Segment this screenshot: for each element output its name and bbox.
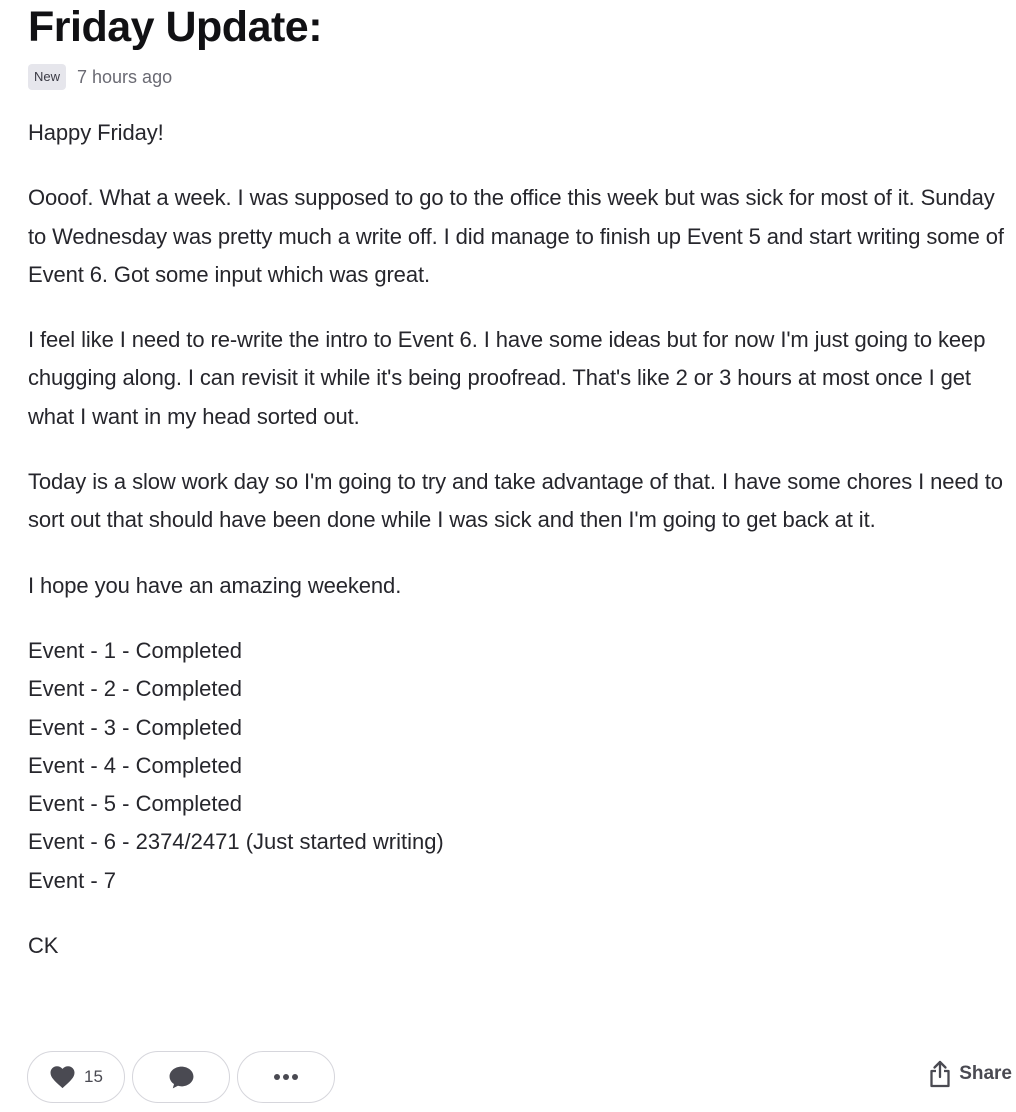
post-content [28, 114, 1008, 965]
comment-icon [168, 1065, 195, 1090]
paragraph: Today is a slow work day so I'm going to try and take advantage of that. I have some chores I need to sort out that should have been done while I was sick and then I'm going to get back at it. [28, 469, 1003, 533]
paragraph-greeting: Happy Friday! [28, 120, 164, 145]
new-badge: New [28, 64, 66, 90]
event-item: Event - 2 - Completed [28, 676, 242, 702]
post-meta [28, 64, 1008, 90]
more-icon [273, 1073, 299, 1081]
signature: CK [28, 933, 59, 959]
post-title: Friday Update: [28, 3, 323, 51]
share-icon [929, 1060, 951, 1088]
event-item: Event - 7 [28, 867, 117, 893]
like-count: 15 [84, 1067, 103, 1086]
more-button[interactable] [237, 1051, 335, 1103]
event-item: Event - 4 - Completed [28, 752, 242, 778]
share-button[interactable] [929, 1060, 1012, 1088]
event-item: Event - 3 - Completed [28, 714, 242, 740]
post [28, 0, 1008, 992]
post-timestamp: 7 hours ago [77, 66, 173, 87]
post-actions [27, 1051, 335, 1103]
comment-button[interactable] [132, 1051, 230, 1103]
event-item: Event - 5 - Completed [28, 791, 242, 817]
event-list [28, 632, 1008, 900]
paragraph: I feel like I need to re-write the intro to Event 6. I have some ideas but for now I'm just going to keep chugging along. I can revisit it while it's being proofread. That's like 2 or 3 hours at most once I get what I want in my head sorted out. [28, 327, 986, 429]
event-item: Event - 6 - 2374/2471 (Just started writing) [28, 829, 444, 855]
share-label: Share [959, 1063, 1012, 1084]
paragraph: Oooof. What a week. I was supposed to go to the office this week but was sick for most of it. Sunday to Wednesday was pretty much a write off. I did manage to finish up Event 5 and start writing some of Event 6. Got some input which was great. [28, 185, 1004, 287]
like-button[interactable] [27, 1051, 125, 1103]
event-item: Event - 1 - Completed [28, 637, 242, 663]
heart-icon [49, 1065, 76, 1089]
paragraph-closing: I hope you have an amazing weekend. [28, 572, 402, 598]
